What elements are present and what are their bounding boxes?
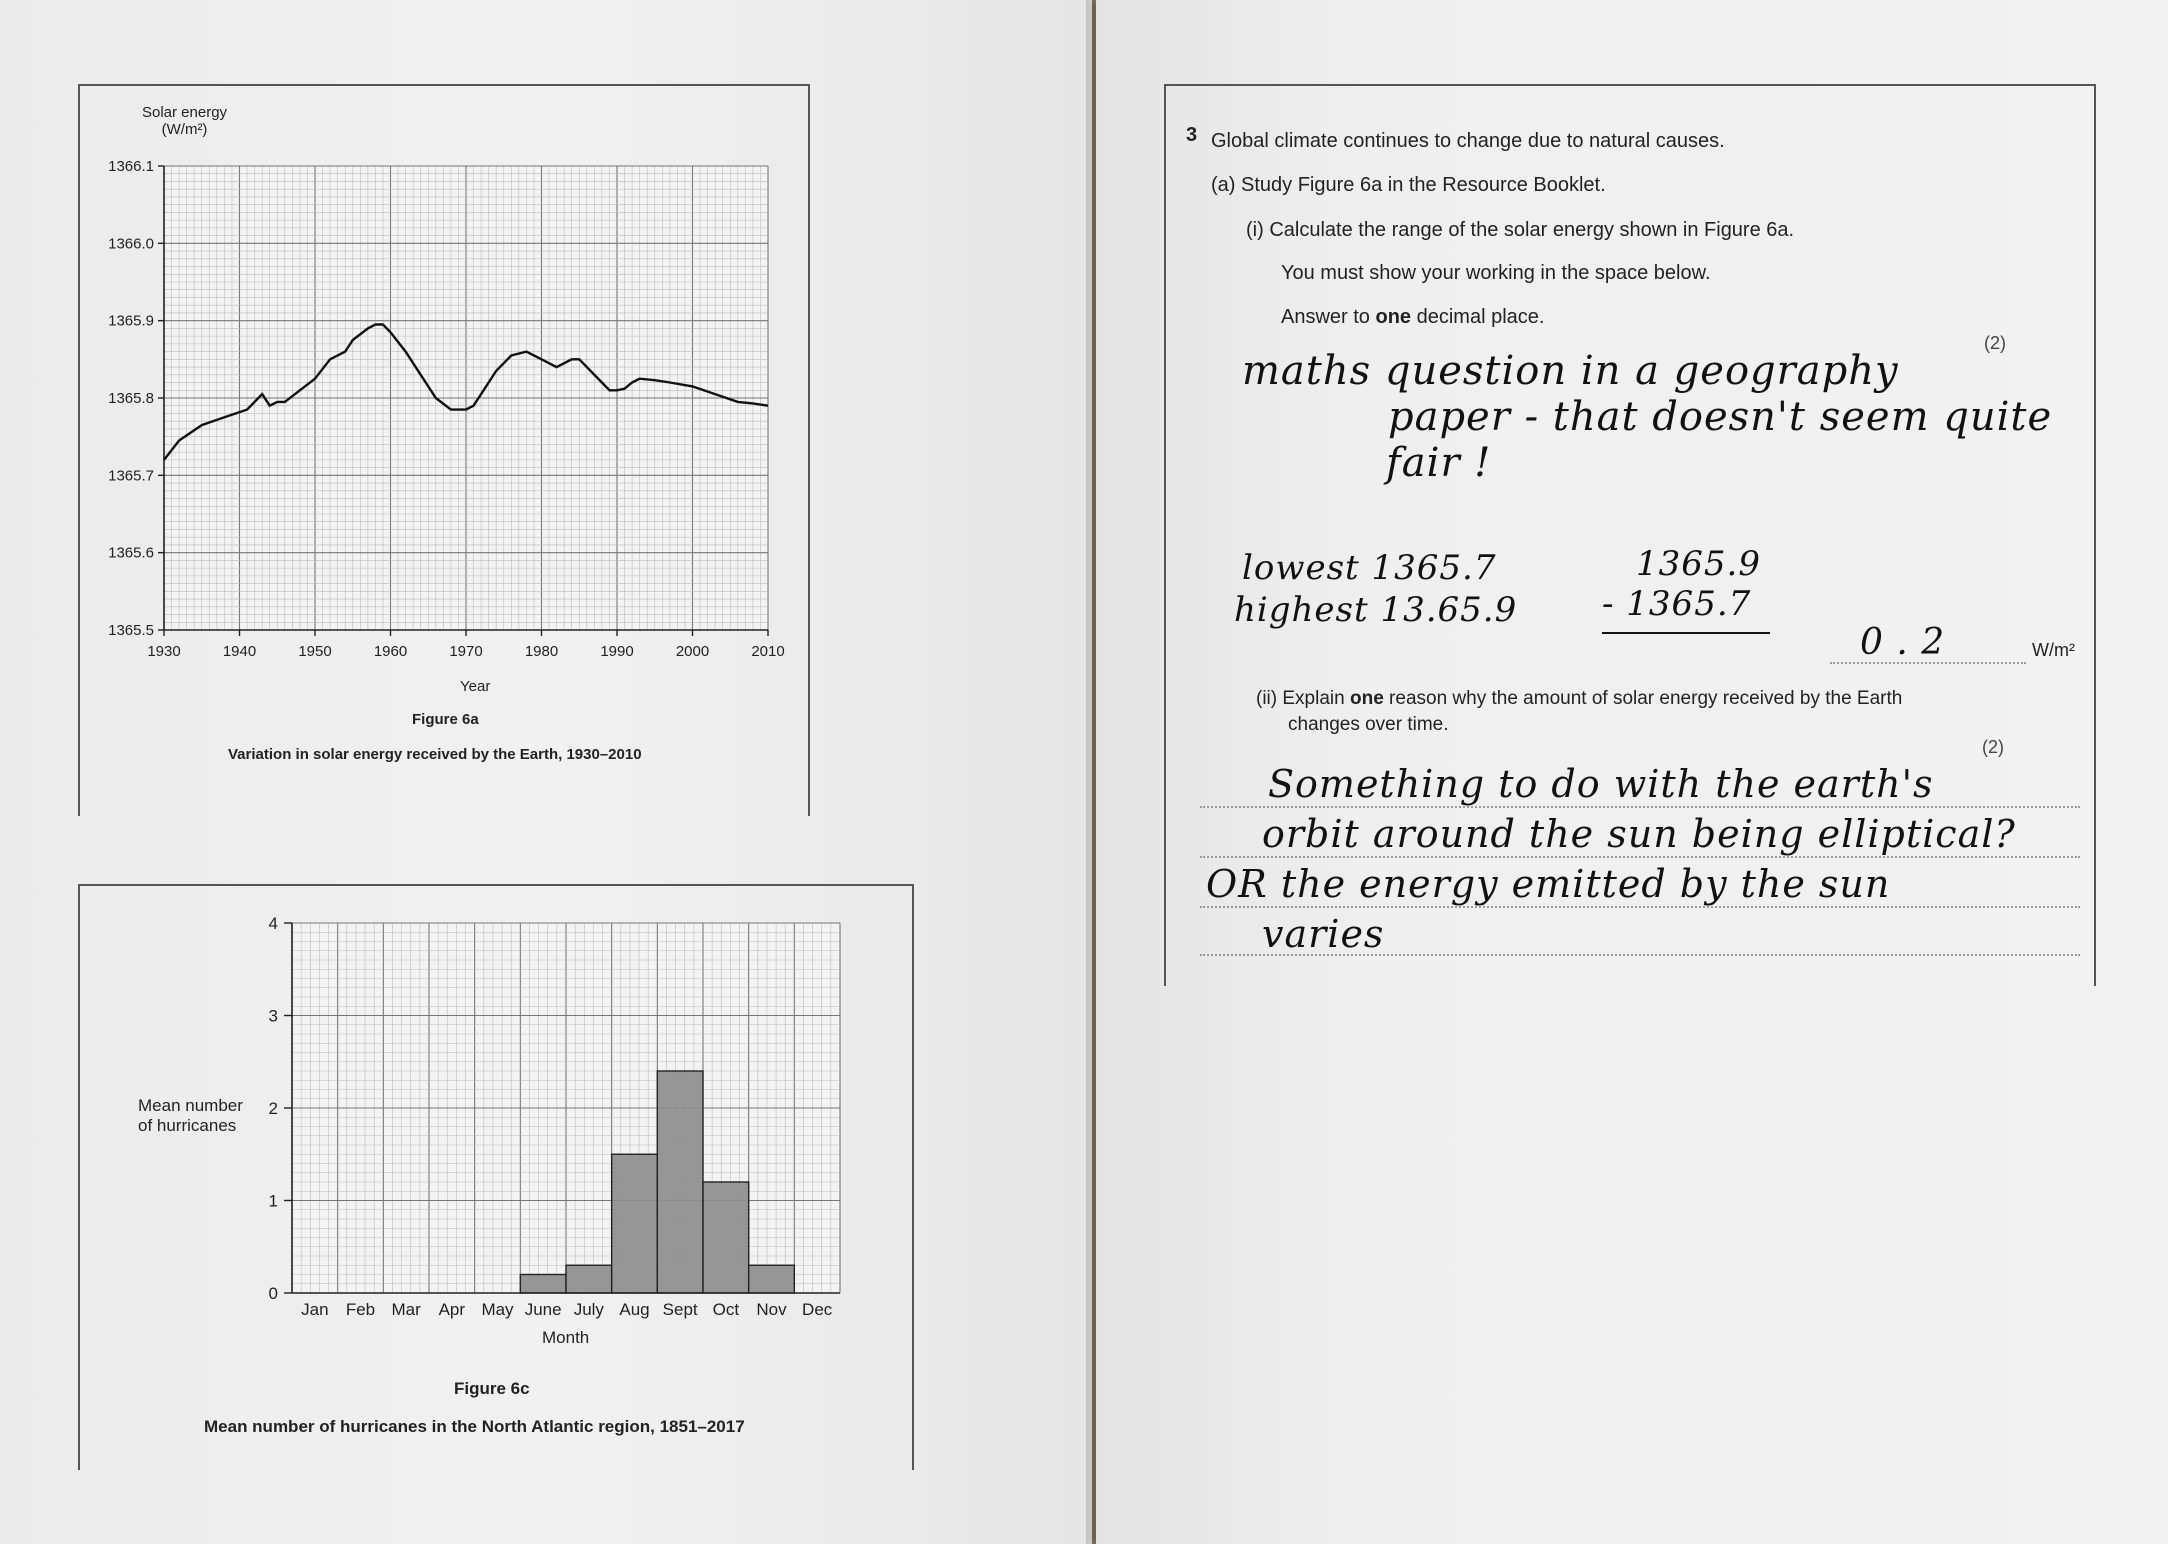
question-part-i: (i) Calculate the range of the solar energy shown in Figure 6a. <box>1246 219 1795 241</box>
handwritten-calc-top: 1365.9 <box>1636 544 1761 584</box>
answer-unit: W/m² <box>2032 640 2075 660</box>
figure-6c-xlabel: Month <box>542 1328 590 1347</box>
x-tick-label: Apr <box>438 1300 466 1319</box>
figure-6a-xlabel: Year <box>460 678 491 695</box>
answer-writing-line-3 <box>1200 906 2080 908</box>
marks-part-i: (2) <box>1984 333 2006 353</box>
y-tick-label: 1366.0 <box>108 235 154 253</box>
figure-6a-chart <box>78 140 798 700</box>
x-tick-label: Nov <box>756 1300 787 1319</box>
handwritten-comment-line-2: paper - that doesn't seem quite <box>1388 394 2053 440</box>
figure-6a-caption: Figure 6a <box>412 711 479 728</box>
handwritten-explanation-line-3: OR the energy emitted by the sun <box>1206 862 1891 906</box>
y-tick-label: 1366.1 <box>108 158 154 175</box>
x-tick-label: Jan <box>301 1300 329 1319</box>
answer-writing-line-1 <box>1200 806 2080 808</box>
question-part-a: (a) Study Figure 6a in the Resource Booklet. <box>1211 174 1606 196</box>
x-tick-label: Oct <box>712 1300 740 1319</box>
x-tick-label: July <box>573 1300 604 1319</box>
handwritten-lowest: lowest 1365.7 <box>1242 548 1497 588</box>
right-page <box>1096 0 2168 1544</box>
y-tick-label: 1365.8 <box>108 390 154 407</box>
bar-aug <box>612 1154 658 1293</box>
y-tick-label: 1365.5 <box>108 622 154 639</box>
bar-nov <box>749 1265 795 1293</box>
question-answer-instruction: Answer to one decimal place. <box>1281 306 1545 328</box>
y-tick-label: 3 <box>268 1006 278 1026</box>
x-tick-label: 1980 <box>524 643 559 660</box>
question-part-ii: (ii) Explain one reason why the amount of solar energy received by the Earth <box>1256 688 1903 709</box>
y-tick-label: 1365.6 <box>108 544 154 562</box>
bar-june <box>520 1275 566 1294</box>
y-tick-label: 2 <box>268 1099 278 1118</box>
x-tick-label: Aug <box>619 1300 650 1319</box>
handwritten-explanation-line-4: varies <box>1262 912 1385 956</box>
handwritten-comment-line-1: maths question in a geography <box>1242 348 1899 394</box>
bar-sept <box>657 1071 703 1293</box>
handwritten-highest: highest 13.65.9 <box>1234 590 1518 630</box>
answer-line <box>1830 662 2026 664</box>
question-number: 3 <box>1186 124 1198 146</box>
x-tick-label: 1960 <box>373 643 408 660</box>
x-tick-label: 1970 <box>449 643 483 660</box>
x-tick-label: May <box>481 1300 514 1319</box>
x-tick-label: Feb <box>345 1300 376 1319</box>
figure-6c-caption: Figure 6c <box>454 1379 530 1398</box>
handwritten-comment-line-3: fair ! <box>1386 440 1492 486</box>
question-part-ii-line-2: changes over time. <box>1288 714 1449 735</box>
handwritten-answer: 0 . 2 <box>1860 622 1946 663</box>
answer-writing-line-2 <box>1200 856 2080 858</box>
handwritten-explanation-line-1: Something to do with the earth's <box>1268 762 1934 806</box>
y-tick-label: 4 <box>268 914 278 933</box>
handwritten-calc-underline <box>1602 632 1770 634</box>
question-intro: Global climate continues to change due to natural causes. <box>1211 130 1725 152</box>
marks-part-ii: (2) <box>1982 737 2004 757</box>
question-instruction: You must show your working in the space below. <box>1281 262 1711 284</box>
bar-july <box>566 1265 612 1293</box>
bar-oct <box>703 1182 749 1293</box>
figure-6c-chart <box>260 905 880 1325</box>
y-tick-label: 1365.7 <box>108 467 154 485</box>
figure-6c-ylabel: Mean number of hurricanes <box>138 1096 243 1135</box>
x-tick-label: 2010 <box>751 643 785 660</box>
handwritten-calc-bottom: - 1365.7 <box>1602 584 1752 624</box>
x-tick-label: 1940 <box>222 643 257 660</box>
figure-6a-subtitle: Variation in solar energy received by the Earth, 1930–2010 <box>228 746 642 763</box>
handwritten-explanation-line-2: orbit around the sun being elliptical? <box>1262 812 2016 856</box>
x-tick-label: 1990 <box>600 643 634 660</box>
figure-6c-subtitle: Mean number of hurricanes in the North Atlantic region, 1851–2017 <box>204 1417 745 1436</box>
x-tick-label: 2000 <box>675 643 710 660</box>
y-tick-label: 1 <box>268 1191 278 1211</box>
x-tick-label: Dec <box>802 1300 833 1319</box>
x-tick-label: June <box>524 1300 562 1319</box>
x-tick-label: Mar <box>391 1300 421 1319</box>
x-tick-label: 1930 <box>147 643 181 660</box>
figure-6a-ylabel: Solar energy (W/m²) <box>142 104 228 138</box>
y-tick-label: 1365.9 <box>108 312 154 330</box>
y-tick-label: 0 <box>268 1284 278 1303</box>
x-tick-label: 1950 <box>298 643 332 660</box>
x-tick-label: Sept <box>662 1300 698 1319</box>
